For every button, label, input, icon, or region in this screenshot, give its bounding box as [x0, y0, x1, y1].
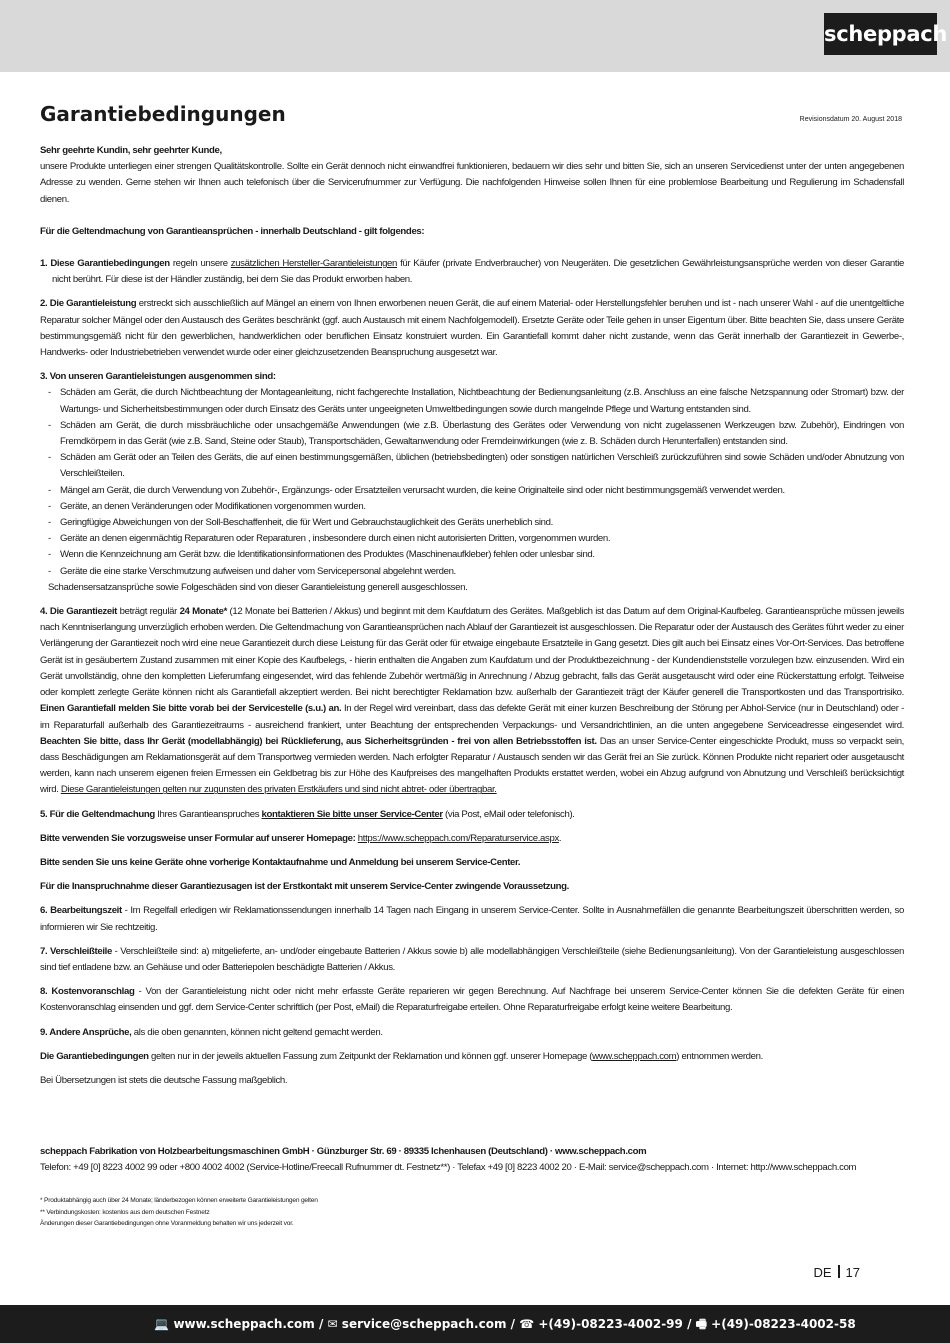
section-6 [40, 903, 904, 935]
section-1-lead: 1. Diese Garantiebedingungen [40, 258, 170, 270]
fax-icon: 🖷 [695, 1317, 707, 1331]
section-4-bold-b: Beachten Sie bitte, dass Ihr Gerät (modellabhängig) bei Rücklieferung, aus Sicherheitsgründen - frei von allen Betriebsstoffen ist. [40, 735, 597, 747]
phone-icon: ☎ [519, 1317, 535, 1331]
footer-website[interactable]: www.scheppach.com / [173, 1317, 324, 1331]
footer-phone[interactable]: +(49)-08223-4002-99 / [538, 1317, 692, 1331]
section-1 [40, 256, 904, 288]
germany-heading: Für die Geltendmachung von Garantieansprüchen - innerhalb Deutschland - gilt folgendes: [40, 225, 425, 237]
section-4-bold-a: Einen Garantiefall melden Sie bitte vorab bei der Servicestelle (s.u.) an. [40, 703, 342, 715]
validity-lead: Die Garantiebedingungen [40, 1050, 149, 1062]
brand-logo: scheppach [824, 13, 937, 55]
page-number [813, 1265, 860, 1280]
company-block [40, 1144, 910, 1176]
warranty-period: 24 Monate* [179, 606, 227, 618]
list-item: - Schäden am Gerät oder an Teilen des Geräts, die auf einen bestimmungsgemäßen, üblichen (betriebsbedingten) oder sonstigen natürlichen Verschleiß zurückzuführen sind sowie Schäden und/oder Abnutzung von Verschleißteilen. [48, 450, 904, 482]
list-item: - Schäden am Gerät, die durch missbräuchliche oder unsachgemäße Anwendungen (wie z.B. Überlastung des Gerätes oder Verwendung von nicht zugelassenen Werkzeugen bzw. Zubehör), Eindringen von Fremdkörpern in das Gerät (wie z.B. Sand, Steine oder Staub), Transportschäden, Gewaltanwendung oder Fremdeinwirkungen (wie z. B. Schäden durch Herunterfallen) entstanden sind. [48, 418, 904, 450]
footnotes [40, 1195, 640, 1230]
first-contact-note: Für die Inanspruchnahme dieser Garantiezusagen ist der Erstkontakt mit unserem Service-Center zwingende Voraussetzung. [40, 881, 569, 893]
list-item: - Mängel am Gerät, die durch Verwendung von Zubehör-, Ergänzungs- oder Ersatzteilen verursacht wurden, die keine Originalteile sind oder nicht bestimmungsgemäß verwendet werden. [48, 483, 904, 499]
validity-text-b: ) entnommen werden. [676, 1050, 763, 1062]
list-item: - Wenn die Kennzeichnung am Gerät bzw. die Identifikationsinformationen des Produktes (Maschinenaufkleber) fehlen oder unlesbar sind. [48, 547, 904, 563]
mail-icon: ✉ [327, 1317, 338, 1331]
section-7-lead: 7. Verschleißteile [40, 945, 112, 957]
intro-paragraph: unsere Produkte unterliegen einer strengen Qualitätskontrolle. Sollte ein Gerät dennoch nicht einwandfrei funktionieren, bedauern wir dies sehr und bitten Sie, sich an unseren Servicedienst unter der unten angegebenen Adresse zu wenden. Gerne stehen wir Ihnen auch telefonisch über die Servicerufnummer zur Verfügung. Die nachfolgenden Hinweise sollen Ihnen für eine problemlose Bearbeitung und Regulierung im Schadensfall dienen. [40, 161, 904, 205]
form-line [40, 831, 904, 847]
section-5-text-b: (via Post, eMail oder telefonisch). [442, 808, 575, 820]
company-contacts: Telefon: +49 [0] 8223 4002 99 oder +800 4002 4002 (Service-Hotline/Freecall Rufnummer dt. Festnetz**) · Telefax +49 [0] 8223 4002 20 · E-Mail: service@scheppach.com · Internet: http://www.scheppach.com [40, 1162, 857, 1173]
section-1-text-a: regeln unsere [169, 258, 231, 270]
footnote: ** Verbindungskosten: kostenlos aus dem deutschen Festnetz [40, 1208, 210, 1216]
validity-text-a: gelten nur in der jeweils aktuellen Fassung zum Zeitpunkt der Reklamation und können ggf. unserer Homepage ( [148, 1050, 593, 1062]
footer-email[interactable]: service@scheppach.com / [341, 1317, 516, 1331]
homepage-link[interactable]: www.scheppach.com [592, 1050, 677, 1062]
section-6-lead: 6. Bearbeitungszeit [40, 905, 122, 917]
repair-service-link[interactable]: https://www.scheppach.com/Reparaturservice.aspx [357, 832, 559, 844]
section-4-text-c: In der Regel wird vereinbart, dass das defekte Gerät mit einer kurzen Beschreibung der Störung per Abhol-Service (nur in Deutschland) oder - im Reparaturfall außerhalb des Garantiezeitraums - ausreichend frankiert, unter Beachtung der entsprechenden Verpackungs- und Versandrichtlinien, an die unten angegebene Serviceadresse eingesendet wird. [40, 703, 905, 731]
monitor-icon: 💻 [154, 1317, 170, 1331]
list-item: - Geräte die eine starke Verschmutzung aufweisen und daher vom Servicepersonal abgelehnt werden. [48, 564, 904, 580]
page-separator [838, 1265, 840, 1278]
footer-bar [0, 1305, 950, 1343]
section-8-lead: 8. Kostenvoranschlag [40, 986, 135, 998]
form-line-label: Bitte verwenden Sie vorzugsweise unser Formular auf unserer Homepage: [40, 832, 358, 844]
page-title: Garantiebedingungen [40, 102, 286, 126]
section-4-text-b: (12 Monate bei Batterien / Akkus) und beginnt mit dem Kaufdatum des Gerätes. Maßgeblich ist das Datum auf dem Original-Kaufbeleg. Garantieansprüche müssen jeweils nach Kenntniserlangung unverzüglich erhoben werden. Die Geltendmachung von Garantieansprüchen nach Ablauf der Garantiezeit ist ausgeschlossen. Die Reparatur oder der Austausch des Gerätes führt weder zu einer Verlängerung der Garantiezeit noch wird eine neue Garantiezeit durch diese Leistung für das Gerät oder für etwaige eingebaute Ersatzteile in Gang gesetzt. Dies gilt auch bei Einsatz eines Vor-Ort-Services. Das betroffene Gerät ist in gesäubertem Zustand zusammen mit einer Kopie des Kaufbelegs, - hierin enthalten die Angaben zum Kaufdatum und der Produktbezeichnung - der Kundendienststelle vorzulegen bzw. einzusenden. Wird ein Gerät unvollständig, ohne den kompletten Lieferumfang eingesendet, wird das fehlende Zubehör wertmäßig in Anrechnung / Abzug gebracht, falls das Gerät ausgetauscht wird oder eine Rückerstattung erfolgt. Teilweise oder komplett zerlegte Geräte können nicht als Garantiefall akzeptiert werden. Bei nicht berechtigter Reklamation bzw. außerhalb der Garantiezeit trägt der Käufer generell die Transportkosten und das Transportrisiko. [40, 606, 905, 699]
list-item: - Geräte, an denen Veränderungen oder Modifikationen vorgenommen wurden. [48, 499, 904, 515]
page-number-value: 17 [845, 1265, 860, 1280]
section-4-text-a: beträgt regulär [117, 606, 180, 618]
list-item: - Geringfügige Abweichungen von der Soll-Beschaffenheit, die für Wert und Gebrauchstauglichkeit des Geräts unerheblich sind. [48, 515, 904, 531]
service-center-contact: kontaktieren Sie bitte unser Service-Center [261, 808, 443, 820]
footer-fax: +(49)-08223-4002-58 [711, 1317, 856, 1331]
section-9 [40, 1025, 904, 1041]
page-language: DE [813, 1265, 832, 1280]
section-1-underline: zusätzlichen Hersteller-Garantieleistungen [230, 258, 398, 270]
warranty-text [40, 143, 904, 1089]
section-8-text: - Von der Garantieleistung nicht oder nicht mehr erfasste Geräte reparieren wir gegen Berechnung. Auf Nachfrage bei unserem Service-Center können Sie die defekten Geräte für einen Kostenvoranschlag einsenden und ggf. dem Service-Center schriftlich (per Post, eMail) die Reparaturfreigabe erteilen. Ohne Reparaturfreigabe erfolgt keine weitere Bearbeitung. [40, 986, 905, 1014]
section-4 [40, 604, 904, 798]
section-5-lead: 5. Für die Geltendmachung [40, 808, 155, 820]
section-4-text-d: Das an unser Service-Center eingeschickte Produkt, muss so verpackt sein, dass Beschädigungen am Reklamationsgerät auf dem Transportweg vermieden werden. Nach erfolgter Reparatur / Austausch senden wir das Gerät frei an Sie zurück. Können Produkte nicht repariert oder ausgetauscht werden, kann nach unserem eigenen freien Ermessen ein Geldbetrag bis zur Höhe des Kaufpreises des mangelhaften Produkts erstattet werden, wobei ein Abzug aufgrund von Abnutzung und Verschleiß berücksichtigt wird. [40, 735, 904, 796]
section-4-lead: 4. Die Garantiezeit [40, 606, 118, 618]
section-3-heading: 3. Von unseren Garantieleistungen ausgenommen sind: [40, 371, 276, 383]
section-7 [40, 944, 904, 976]
footnote: * Produktabhängig auch über 24 Monate; länderbezogen können erweiterte Garantieleistungen gelten [40, 1197, 318, 1204]
section-2 [40, 296, 904, 361]
section-4-underline: Diese Garantieleistungen gelten nur zugunsten des privaten Erstkäufers und sind nicht abtret- oder übertragbar. [60, 784, 497, 796]
footnote: Änderungen dieser Garantiebedingungen ohne Voranmeldung behalten wir uns jederzeit vor. [40, 1220, 294, 1227]
section-5-text-a: Ihres Garantieanspruches [154, 808, 262, 820]
section-9-text: als die oben genannten, können nicht geltend gemacht werden. [131, 1026, 383, 1038]
revision-date: Revisionsdatum 20. August 2018 [799, 116, 902, 123]
section-6-text: - Im Regelfall erledigen wir Reklamationssendungen innerhalb 14 Tagen nach Eingang in unserem Service-Center. Sollte in Ausnahmefällen die genannte Bearbeitungszeit überschritten werden, so informieren wir Sie rechtzeitig. [40, 905, 904, 933]
greeting: Sehr geehrte Kundin, sehr geehrter Kunde, [40, 145, 222, 156]
no-send-note: Bitte senden Sie uns keine Geräte ohne vorherige Kontaktaufnahme und Anmeldung bei unserem Service-Center. [40, 856, 521, 868]
company-name: scheppach Fabrikation von Holzbearbeitungsmaschinen GmbH · Günzburger Str. 69 · 89335 Ichenhausen (Deutschland) · www.scheppach.com [40, 1146, 647, 1157]
header-band [0, 0, 950, 72]
validity-note [40, 1049, 904, 1065]
translation-note: Bei Übersetzungen ist stets die deutsche Fassung maßgeblich. [40, 1074, 288, 1086]
section-2-lead: 2. Die Garantieleistung [40, 298, 137, 310]
section-3-note: Schadensersatzansprüche sowie Folgeschäden sind von dieser Garantieleistung generell ausgeschlossen. [48, 581, 468, 593]
section-8 [40, 984, 904, 1016]
section-2-text: erstreckt sich ausschließlich auf Mängel an einem von Ihnen erworbenen neuen Gerät, die auf einem Material- oder Herstellungsfehler beruhen und ist - nach unserer Wahl - auf die unentgeltliche Reparatur solcher Mängel oder den Austausch des Gerätes beschränkt (ggf. auch Austausch mit einem Nachfolgemodell). Ersetzte Geräte oder Teile gehen in unser Eigentum über. Bitte beachten Sie, dass unsere Geräte bestimmungsgemäß nicht für den gewerblichen, handwerklichen oder beruflichen Einsatz konstruiert wurden. Ein Garantiefall kommt daher nicht zustande, wenn das Gerät innerhalb der Garantiezeit in Gewerbe-, Handwerks- oder Industriebetrieben verwendet wurde oder einer gleichzusetzenden Beanspruchung ausgesetzt war. [40, 298, 904, 359]
section-7-text: - Verschleißteile sind: a) mitgelieferte, an- und/oder eingebaute Batterien / Akkus sowie b) alle modellabhängigen Verschleißteile (siehe Bedienungsanleitung). Von der Garantieleistung ausgeschlossen sind tief entladene bzw. an Gehäuse und oder Batteriepolen beschädigte Batterien / Akkus. [40, 945, 905, 973]
section-9-lead: 9. Andere Ansprüche, [40, 1026, 132, 1038]
section-5 [40, 807, 904, 823]
section-1-text-b: für Käufer (private Endverbraucher) von Neugeräten. Die gesetzlichen Gewährleistungsansprüche werden von dieser Garantie nicht berührt. Für diese ist der Händler zuständig, bei dem Sie das Produkt erworben haben. [52, 258, 905, 286]
exclusion-list [40, 385, 904, 579]
list-item: - Geräte an denen eigenmächtig Reparaturen oder Reparaturen , insbesondere durch einen nicht autorisierten Dritten, vorgenommen wurden. [48, 531, 904, 547]
form-line-end: . [558, 832, 562, 844]
list-item: - Schäden am Gerät, die durch Nichtbeachtung der Montageanleitung, nicht fachgerechte Installation, Nichtbeachtung der Bedienungsanleitung (z.B. Anschluss an eine falsche Netzspannung oder Stromart) bzw. der Wartungs- und Sicherheitsbestimmungen oder durch Einsatz des Geräts unter ungeeigneten Umweltbedingungen sowie durch mangelnde Pflege und Wartung entstanden sind. [48, 385, 904, 417]
